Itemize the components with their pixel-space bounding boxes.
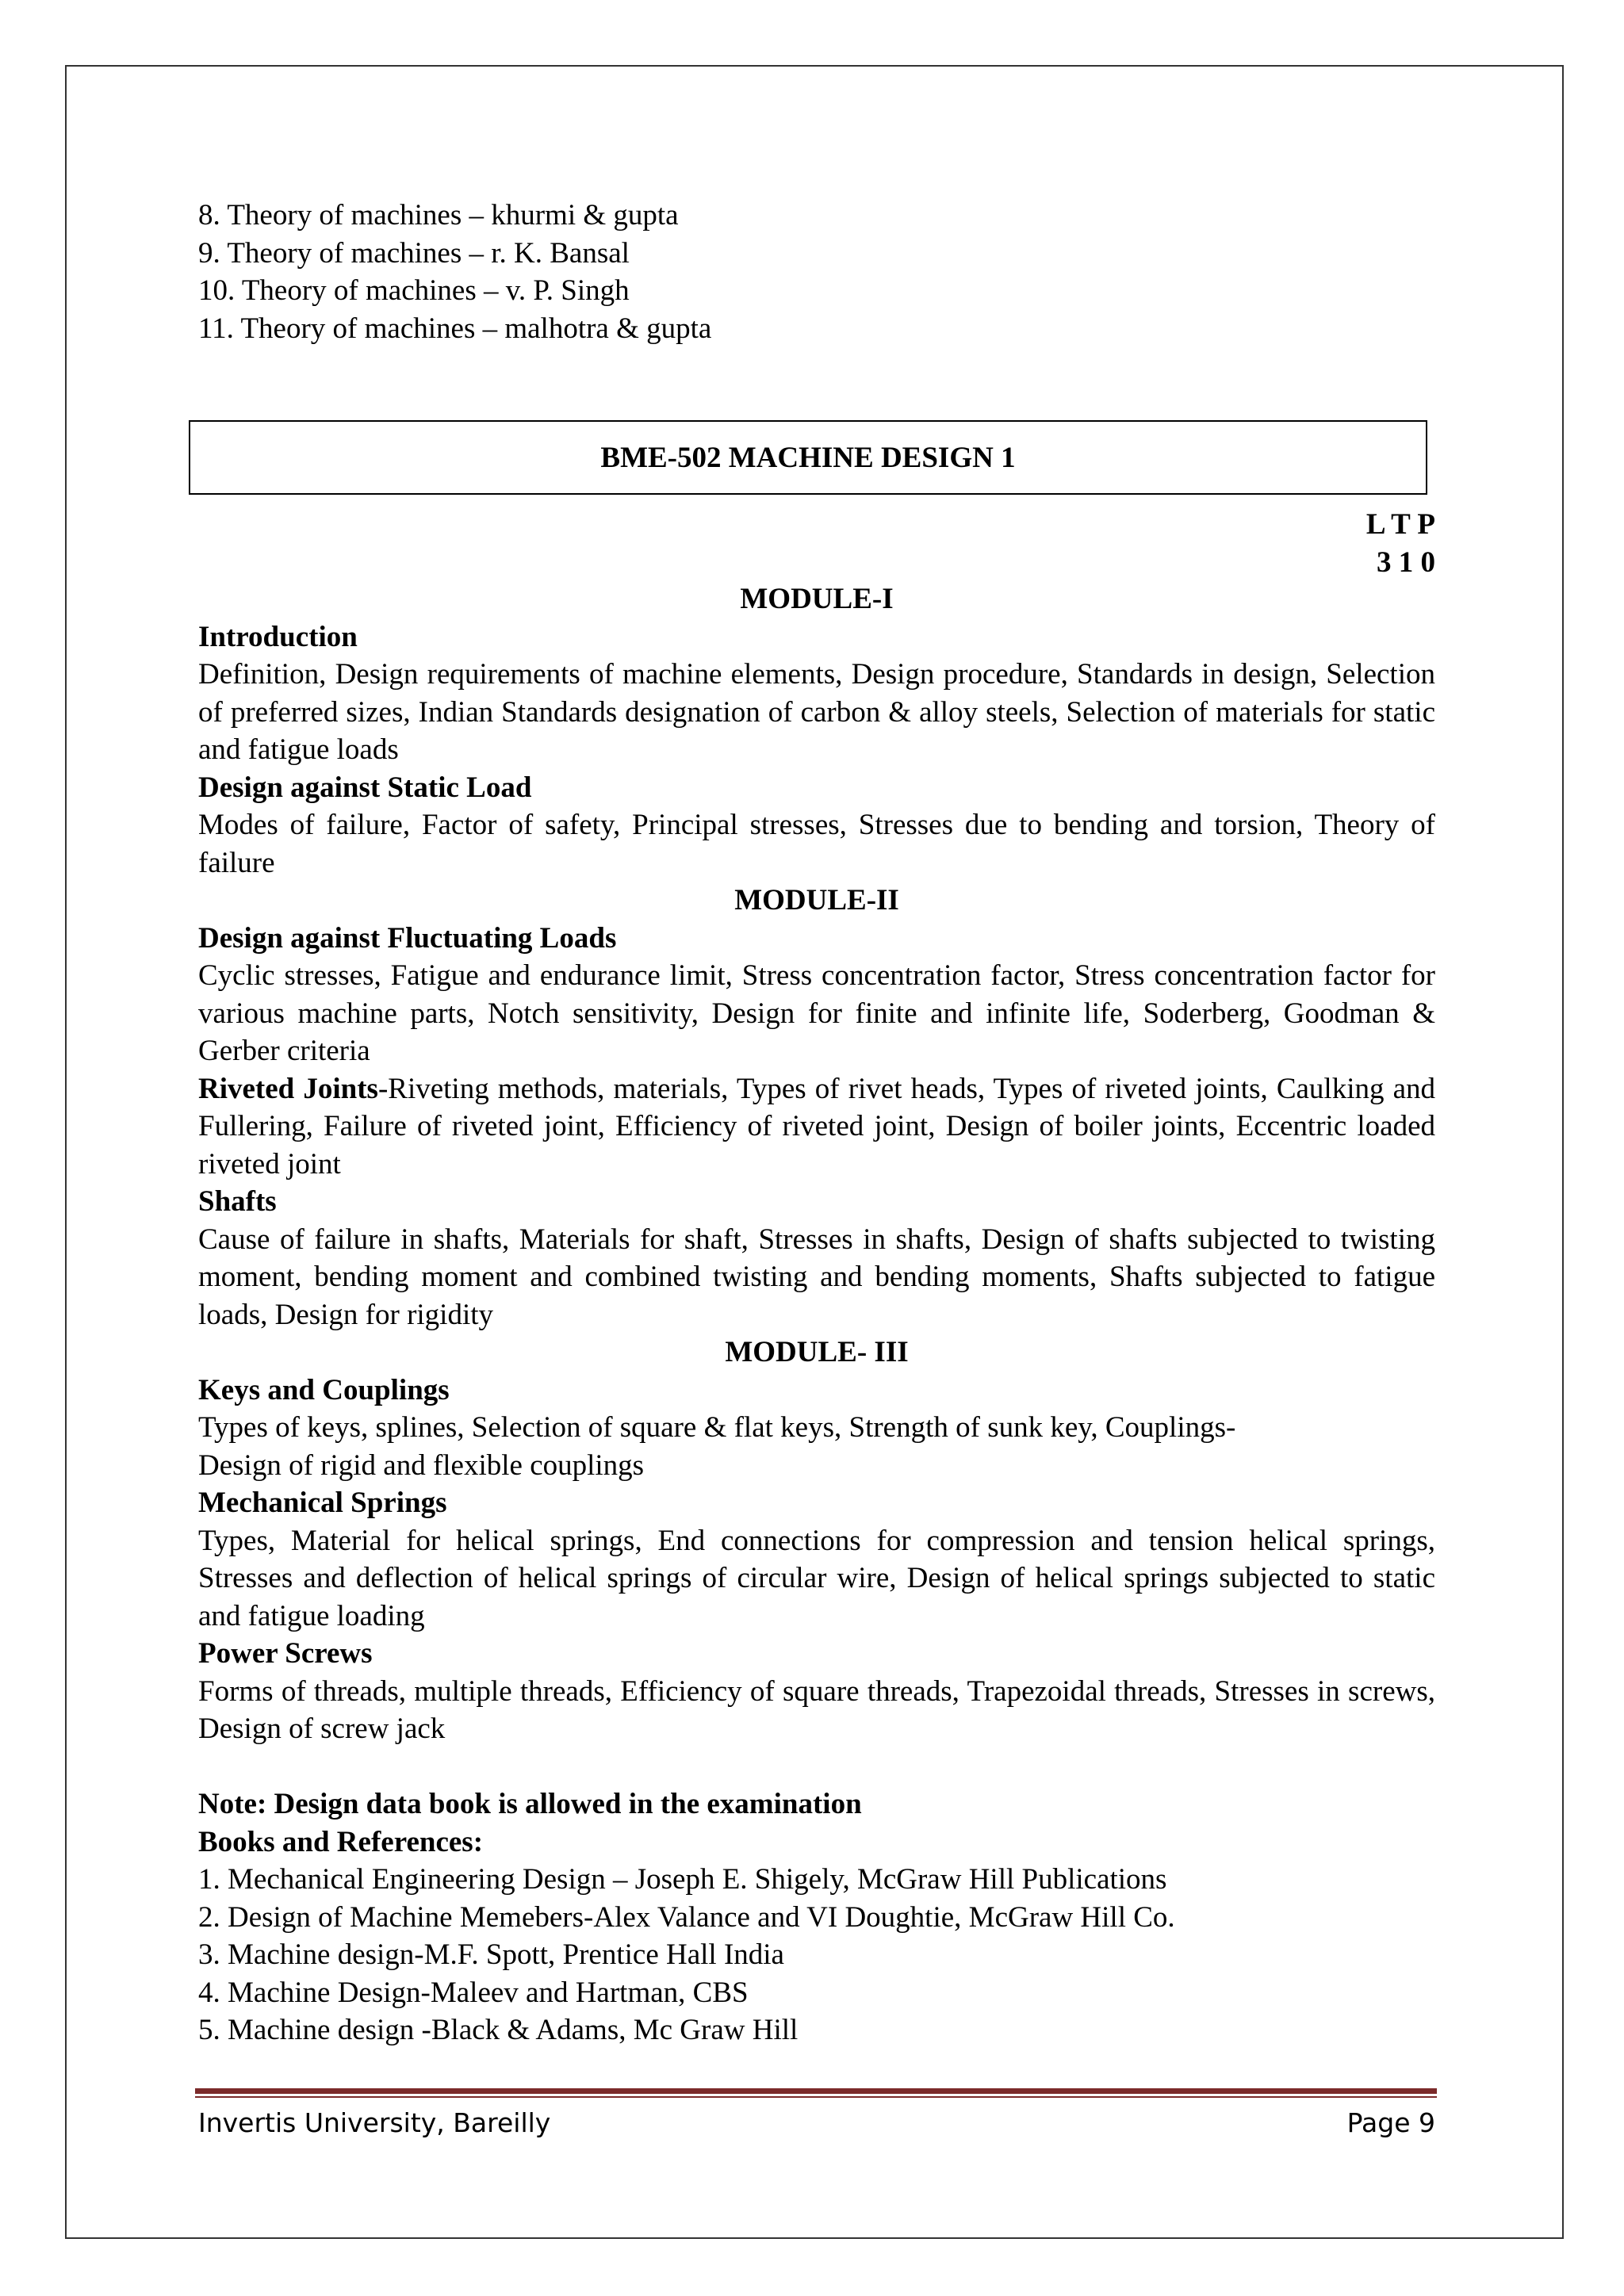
footer-page-number: Page 9: [1346, 2107, 1435, 2138]
exam-note: Note: Design data book is allowed in the examination: [198, 1788, 862, 1820]
module-title: MODULE-I: [740, 583, 894, 615]
book-item: 1. Mechanical Engineering Design – Joseph E. Shigely, McGraw Hill Publications: [198, 1863, 1167, 1896]
footer-rule-thick: [195, 2088, 1437, 2094]
reference-item: 8. Theory of machines – khurmi & gupta: [198, 199, 679, 232]
riveted-joints-paragraph: [198, 1070, 1435, 1184]
section-text: Types of keys, splines, Selection of square & flat keys, Strength of sunk key, Couplings-: [198, 1411, 1236, 1444]
ltp-header: L T P: [1365, 508, 1435, 541]
footer-rule-thin: [195, 2096, 1437, 2098]
section-text: Definition, Design requirements of machine elements, Design procedure, Standards in design, Selection of preferred sizes, Indian Standards designation of carbon & alloy steels, Selection of materials for static and fatigue loads: [198, 658, 1435, 766]
ltp-block: [1366, 506, 1435, 581]
reference-item: 11. Theory of machines – malhotra & gupta: [198, 312, 712, 345]
top-references-list: [198, 197, 1435, 347]
section-text: Modes of failure, Factor of safety, Principal stresses, Stresses due to bending and torsion, Theory of failure: [198, 809, 1435, 879]
section-heading: Design against Static Load: [198, 771, 532, 804]
footer-rule: [195, 2088, 1437, 2098]
books-heading: Books and References:: [198, 1825, 484, 1858]
book-item: 3. Machine design-M.F. Spott, Prentice Hall India: [198, 1938, 784, 1971]
course-title-box: [189, 420, 1427, 495]
section-text: Types, Material for helical springs, End connections for compression and tension helical springs, Stresses and deflection of helical springs of circular wire, Design of helical springs subjected to static and fatigue loading: [198, 1524, 1435, 1632]
page-footer: [198, 2107, 1435, 2138]
book-item: 5. Machine design -Black & Adams, Mc Graw Hill: [198, 2014, 799, 2046]
section-heading: Shafts: [198, 1185, 277, 1218]
section-heading: Riveted Joints: [198, 1072, 378, 1105]
spacer: [198, 1748, 1435, 1786]
section-heading: Power Screws: [198, 1637, 373, 1670]
section-heading: Introduction: [198, 620, 358, 653]
section-text: Cause of failure in shafts, Materials for shaft, Stresses in shafts, Design of shafts subjected to twisting moment, bending moment and combined twisting and bending moments, Shafts subjected to fatigue loads, Design for rigidity: [198, 1223, 1435, 1331]
section-text: Design of rigid and flexible couplings: [198, 1448, 645, 1482]
ltp-values: 3 1 0: [1377, 545, 1435, 579]
section-text: Forms of threads, multiple threads, Efficiency of square threads, Trapezoidal threads, Stresses in screws, Design of screw jack: [198, 1674, 1435, 1745]
footer-university: Invertis University, Bareilly: [198, 2107, 551, 2138]
module-title: MODULE- III: [725, 1336, 909, 1368]
section-text: Cyclic stresses, Fatigue and endurance limit, Stress concentration factor, Stress concentration factor for various machine parts, Notch sensitivity, Design for finite and infinite life, Soderberg, Goodman & Gerber criteria: [198, 959, 1435, 1067]
section-heading: Design against Fluctuating Loads: [198, 921, 617, 955]
book-item: 4. Machine Design-Maleev and Hartman, CBS: [198, 1976, 749, 2009]
section-heading: Mechanical Springs: [198, 1487, 447, 1519]
course-title: BME-502 MACHINE DESIGN 1: [600, 441, 1016, 474]
reference-item: 10. Theory of machines – v. P. Singh: [198, 274, 630, 307]
section-heading: Keys and Couplings: [198, 1373, 450, 1406]
syllabus-body: [198, 580, 1435, 2049]
book-item: 2. Design of Machine Memebers-Alex Valance and VI Doughtie, McGraw Hill Co.: [198, 1900, 1175, 1934]
section-text: -Riveting methods, materials, Types of rivet heads, Types of riveted joints, Caulking and Fullering, Failure of riveted joint, Efficiency of riveted joint, Design of boiler joints, Eccentric loaded riveted joint: [198, 1072, 1436, 1181]
module-title: MODULE-II: [734, 884, 899, 916]
reference-item: 9. Theory of machines – r. K. Bansal: [198, 236, 630, 270]
